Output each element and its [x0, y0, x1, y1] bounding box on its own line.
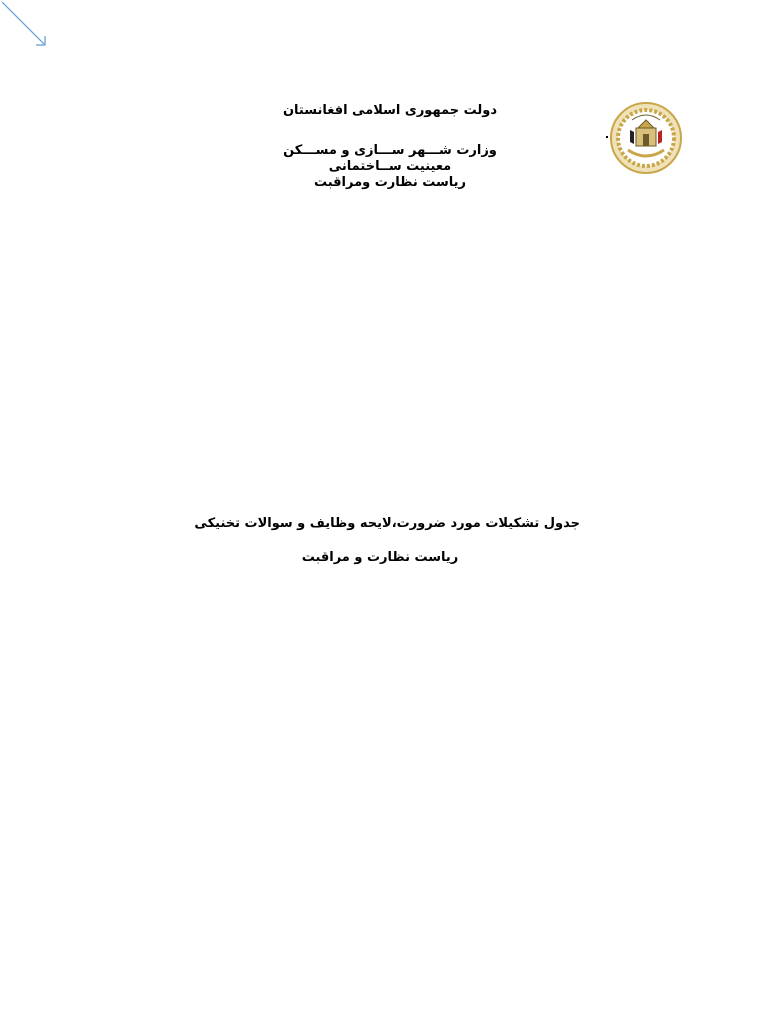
header-block: [280, 103, 500, 119]
document-subtitle: ریاست نظارت و مراقبت: [301, 550, 459, 565]
document-title: جدول تشکیلات مورد ضرورت،لایحه وظایف و سوالات تخنیکی: [194, 516, 580, 531]
afghanistan-emblem-icon: [608, 100, 684, 176]
arrow-icon: [0, 0, 60, 60]
deputy-ministry-name: معینیت ســاختمانی: [328, 159, 452, 174]
ministry-block: [280, 143, 500, 191]
country-name: دولت جمهوری اسلامی افغانستان: [282, 103, 498, 118]
directorate-name: ریاست نظارت ومراقبت: [313, 175, 467, 190]
ministry-name: وزارت شـــهر ســـازی و مســـکن: [283, 143, 497, 158]
